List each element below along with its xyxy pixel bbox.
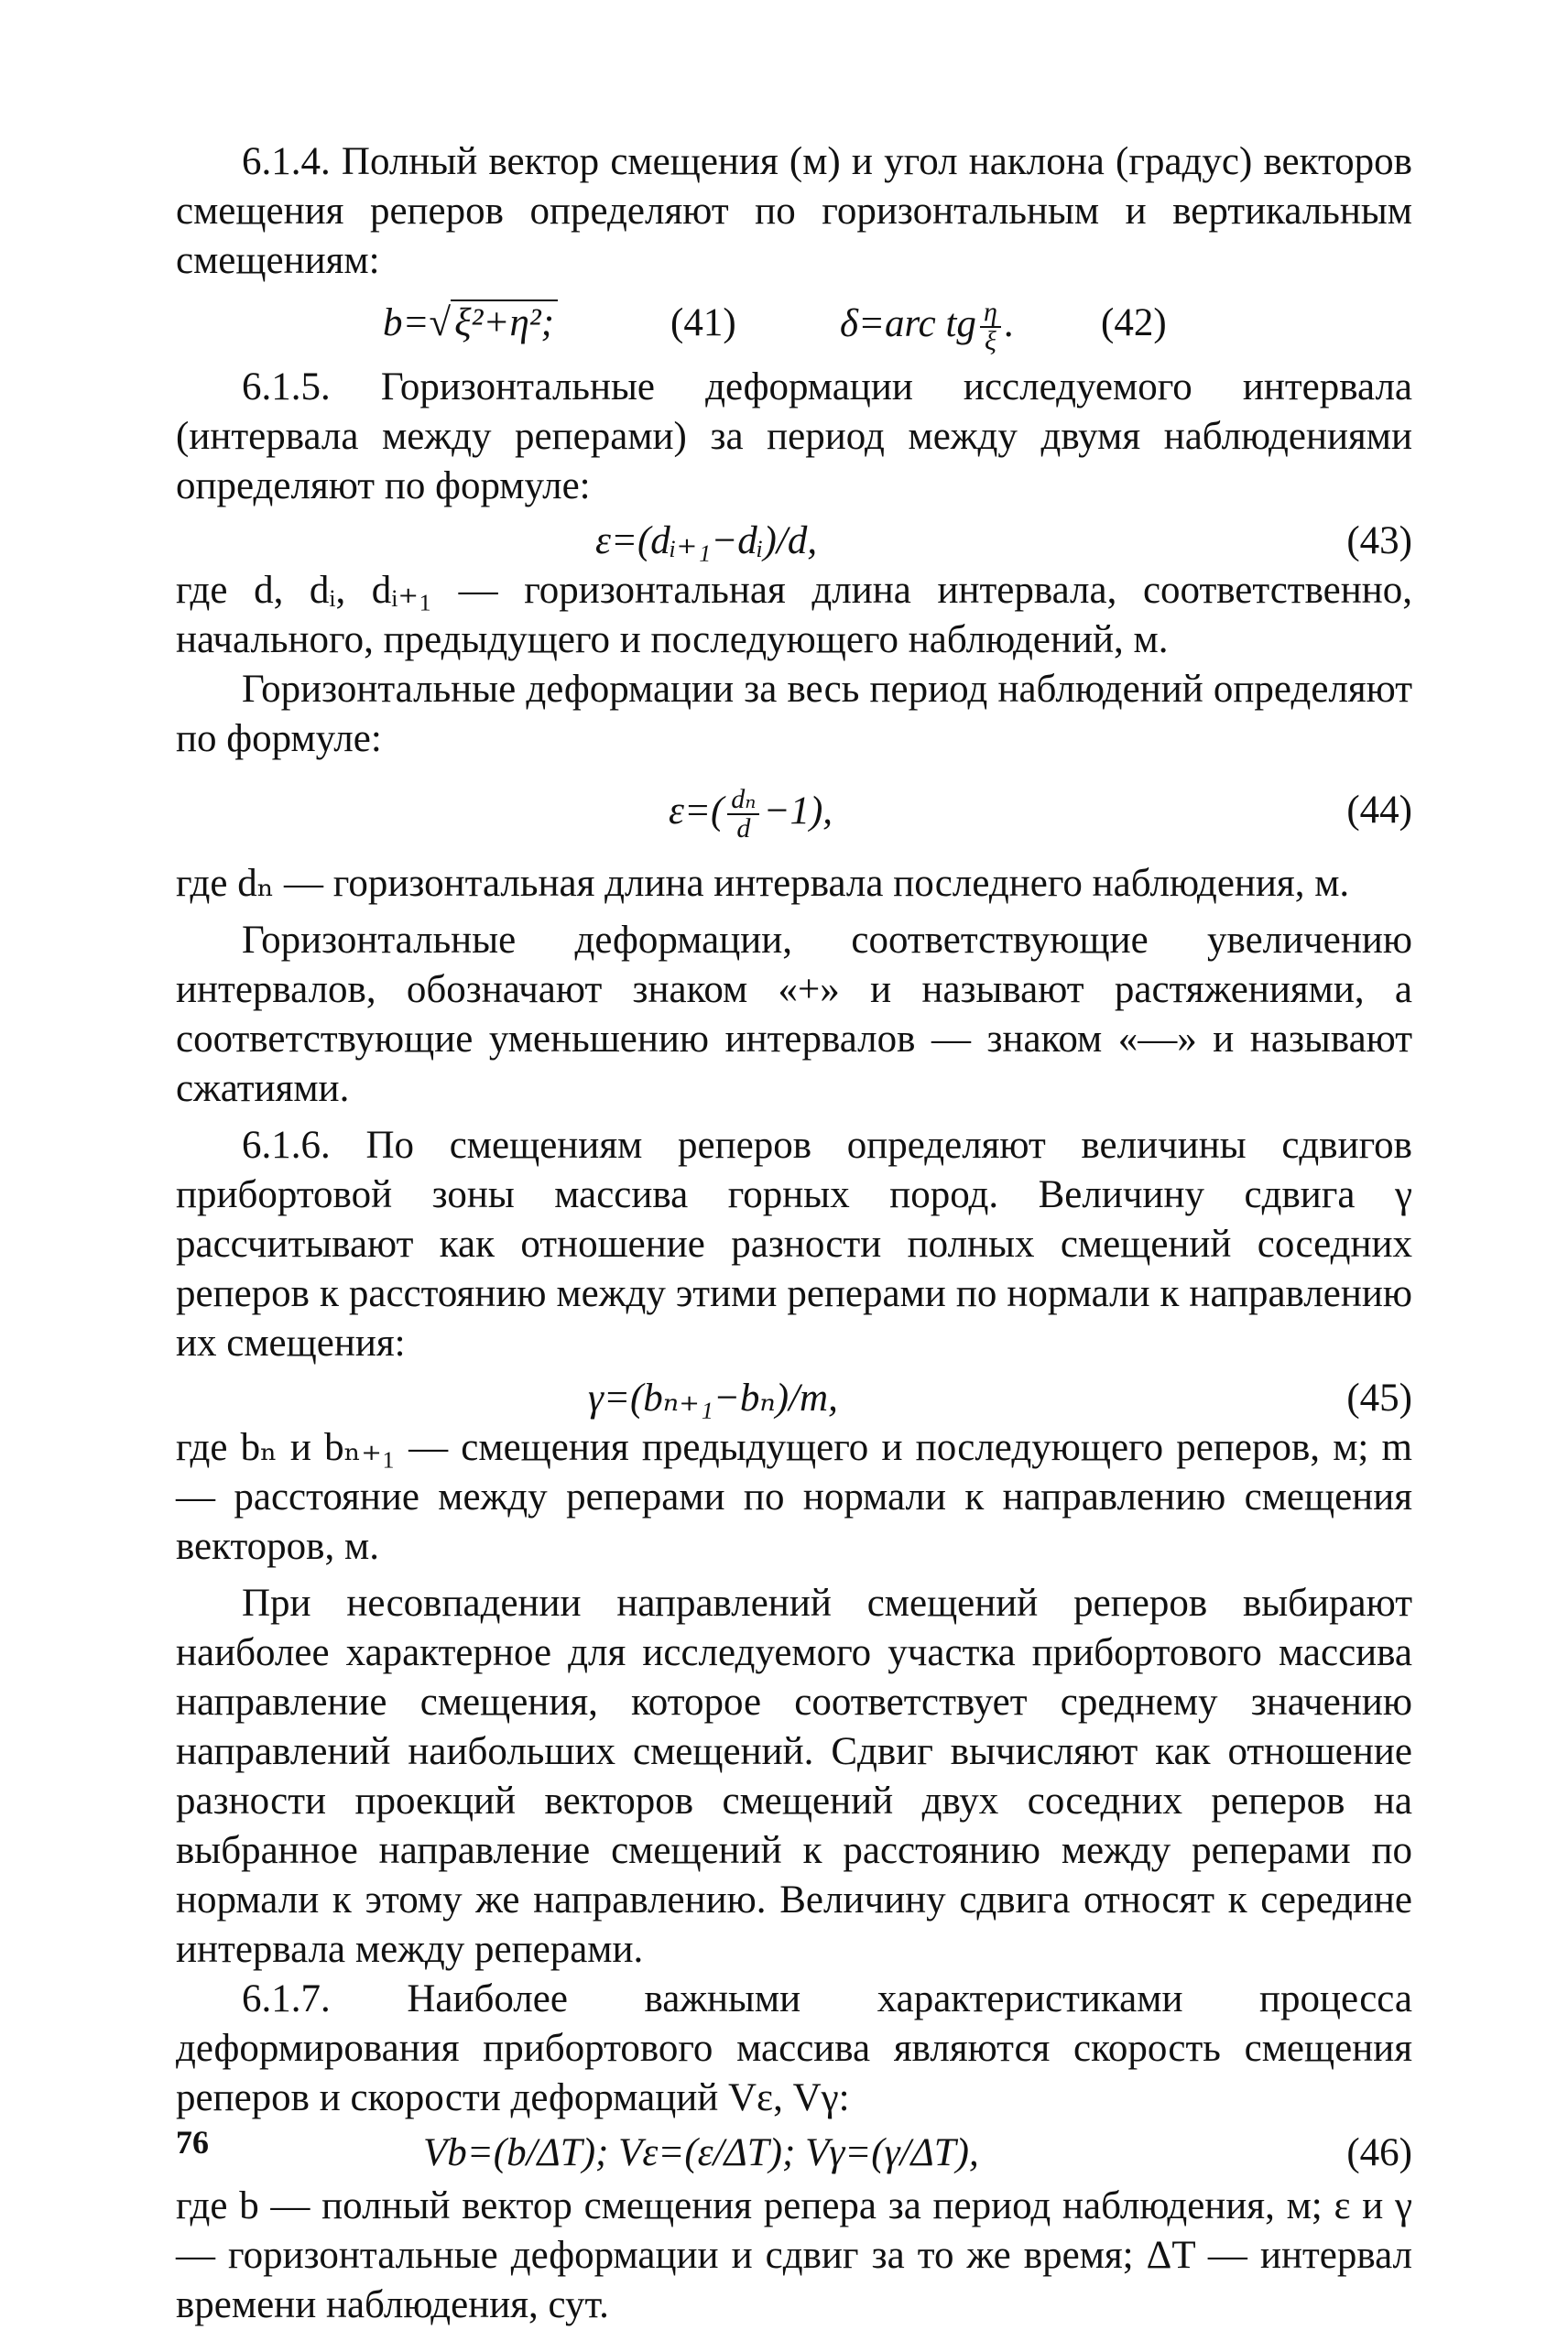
paragraph-total-period: Горизонтальные деформации за весь период наблюдений определяют по формуле: (176, 668, 1412, 760)
page-number: 76 (176, 2124, 209, 2161)
fraction-42: $\frac{\eta}{\xi}$ (980, 299, 1001, 355)
paragraph-mismatch: При несовпадении направлений смещений реперов выбирают наиболее характерное для исследуемого участка прибортового массива направление смещения, которое соответствует среднему значению направлений наибольших смещений. Сдвиг вычисляют как отношение разности проекций векторов смещений двух соседних реперов на выбранное направление смещений к расстоянию между реперами по нормали к этому же направлению. Величину сдвига относят к середине интервала между реперами. (176, 1582, 1412, 1971)
equation-43 (176, 511, 1412, 566)
paragraph-where-44: где dₙ — горизонтальная длина интервала последнего наблюдения, м. (176, 862, 1350, 905)
paragraph-where-46: где b — полный вектор смещения репера за период наблюдения, м; ε и γ — горизонтальные деформации и сдвиг за то же время; ΔT — интервал времени наблюдения, сут. (176, 2184, 1412, 2326)
paragraph-where-45: где bₙ и bₙ₊₁ — смещения предыдущего и последующего реперов, м; m — расстояние между реперами по нормали к направлению смещения векторов, м. (176, 1426, 1412, 1568)
equations-41-42 (176, 291, 1412, 355)
text-column (176, 137, 1412, 2330)
equation-number-46: (46) (1346, 2131, 1412, 2174)
radicand-41: ξ²+η²; (451, 299, 558, 344)
formula-46: Vb=(b/ΔT); Vε=(ε/ΔT); Vγ=(γ/ΔT), (423, 2131, 979, 2174)
equation-number-45: (45) (1346, 1377, 1412, 1420)
equation-44 (176, 764, 1412, 859)
equation-number-42: (42) (1101, 301, 1167, 344)
formula-42: δ=arc tg $\frac{\eta}{\xi}$ . (840, 297, 1015, 356)
paragraph-6-1-4: 6.1.4. Полный вектор смещения (м) и угол наклона (градус) векторов смещения реперов определяют по горизонтальным и вертикальным смещениям: (176, 140, 1412, 282)
equation-number-41: (41) (670, 301, 736, 344)
formula-43: ε=(dᵢ₊₁−dᵢ)/d, (595, 519, 818, 562)
paragraph-6-1-5: 6.1.5. Горизонтальные деформации исследуемого интервала (интервала между реперами) за период между двумя наблюдениями определяют по формуле: (176, 365, 1412, 507)
paragraph-signs: Горизонтальные деформации, соответствующие увеличению интервалов, обозначают знаком «+» и называют растяжениями, а соответствующие уменьшению интервалов — знаком «—» и называют сжатиями. (176, 919, 1412, 1110)
paragraph-where-43: где d, dᵢ, dᵢ₊₁ — горизонтальная длина интервала, соответственно, начального, предыдущего и последующего наблюдений, м. (176, 569, 1412, 661)
formula-41: b=√ξ²+η²; (383, 299, 558, 348)
equation-46 (176, 2123, 1412, 2182)
fraction-44: $\frac{\text{dₙ}}{d}$ (727, 786, 759, 843)
formula-44: ε=( $\frac{\text{dₙ}}{d}$ −1), (669, 784, 833, 844)
equation-number-43: (43) (1346, 519, 1412, 562)
paragraph-6-1-6: 6.1.6. По смещениям реперов определяют величины сдвигов прибортовой зоны массива горных пород. Величину сдвига γ рассчитывают как отношение разности полных смещений соседних реперов к расстоянию между этими реперами по нормали к направлению их смещения: (176, 1124, 1412, 1365)
paragraph-6-1-7: 6.1.7. Наиболее важными характеристиками процесса деформирования прибортового массива являются скорость смещения реперов и скорости деформаций Vε, Vγ: (176, 1977, 1412, 2119)
equation-45 (176, 1368, 1412, 1423)
formula-45: γ=(bₙ₊₁−bₙ)/m, (588, 1377, 838, 1420)
equation-number-44: (44) (1346, 789, 1412, 832)
